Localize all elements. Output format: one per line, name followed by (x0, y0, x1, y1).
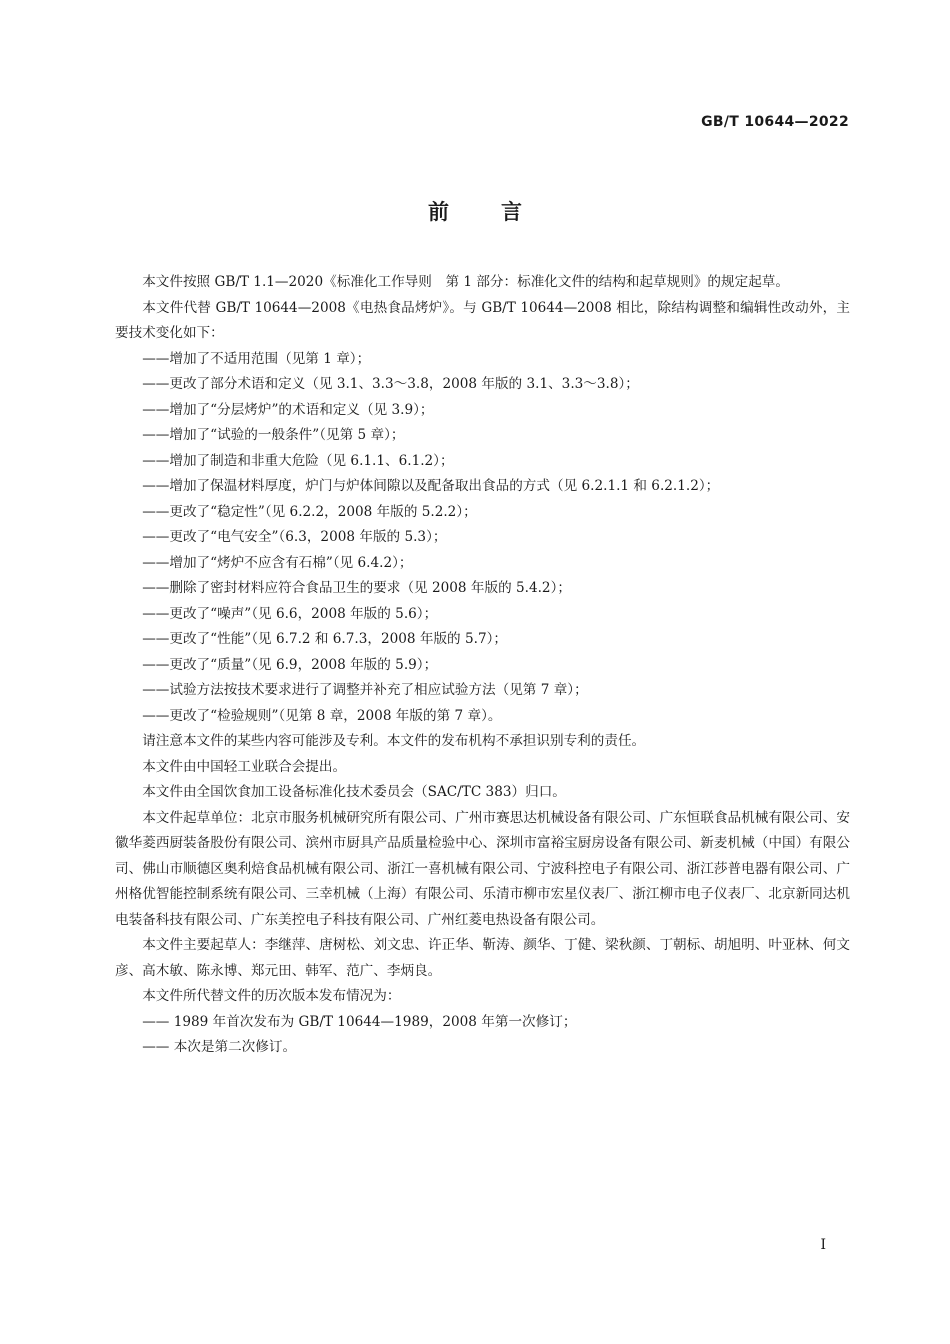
technical-changes-list (115, 347, 850, 730)
version-history-list (115, 1010, 850, 1061)
list-item: —— 1989 年首次发布为 GB/T 10644—1989，2008 年第一次修订； (142, 1013, 577, 1030)
list-item: ——更改了“稳定性”（见 6.2.2，2008 年版的 5.2.2）； (142, 503, 477, 520)
page-number: Ⅰ (820, 1237, 826, 1253)
drafters-paragraph: 本文件主要起草人：李继萍、唐树松、刘文忠、许正华、靳涛、颜华、丁健、梁秋颜、丁朝标、胡旭明、叶亚林、何文彦、高木敏、陈永博、郑元田、韩军、范广、李炳良。 (115, 937, 850, 979)
list-item: ——删除了密封材料应符合食品卫生的要求（见 2008 年版的 5.4.2）； (142, 580, 571, 596)
list-item: ——更改了部分术语和定义（见 3.1、3.3～3.8，2008 年版的 3.1、3.3～3.8）； (142, 376, 639, 392)
list-item: —— 本次是第二次修订。 (142, 1039, 297, 1055)
list-item: ——更改了“检验规则”（见第 8 章，2008 年版的第 7 章）。 (142, 707, 502, 724)
standard-code: GB/T 10644—2022 (701, 114, 849, 130)
foreword-body (115, 270, 850, 1061)
list-item: ——更改了“性能”（见 6.7.2 和 6.7.3，2008 年版的 5.7）； (142, 631, 507, 647)
list-item: ——增加了制造和非重大危险（见 6.1.1、6.1.2）； (142, 452, 454, 469)
list-item: ——增加了“试验的一般条件”（见第 5 章）； (142, 427, 405, 443)
history-intro-paragraph: 本文件所代替文件的历次版本发布情况为： (142, 988, 401, 1004)
drafting-units-paragraph: 本文件起草单位：北京市服务机械研究所有限公司、广州市赛思达机械设备有限公司、广东恒联食品机械有限公司、安徽华菱西厨装备股份有限公司、滨州市厨具产品质量检验中心、深圳市富裕宝厨房设备有限公司、新麦机械（中国）有限公司、佛山市顺德区奥利焙食品机械有限公司、浙江一喜机械有限公司、宁波科控电子有限公司、浙江莎普电器有限公司、广州格优智能控制系统有限公司、三幸机械（上海）有限公司、乐清市柳市宏星仪表厂、浙江柳市电子仪表厂、北京新同达机电装备科技有限公司、广东美控电子科技有限公司、广州红菱电热设备有限公司。 (115, 809, 850, 928)
list-item: ——更改了“电气安全”（6.3，2008 年版的 5.3）； (142, 529, 447, 545)
replacement-paragraph: 本文件代替 GB/T 10644—2008《电热食品烤炉》。与 GB/T 10644—2008 相比，除结构调整和编辑性改动外，主要技术变化如下： (115, 299, 850, 341)
list-item: ——更改了“噪声”（见 6.6，2008 年版的 5.6）； (142, 605, 438, 622)
list-item: ——更改了“质量”（见 6.9，2008 年版的 5.9）； (142, 656, 438, 673)
patent-notice-paragraph: 请注意本文件的某些内容可能涉及专利。本文件的发布机构不承担识别专利的责任。 (142, 733, 646, 749)
list-item: ——增加了“烤炉不应含有石棉”（见 6.4.2）； (142, 554, 413, 571)
drafting-rule-paragraph: 本文件按照 GB/T 1.1—2020《标准化工作导则 第 1 部分：标准化文件的结构和起草规则》的规定起草。 (142, 274, 789, 290)
list-item: ——增加了“分层烤炉”的术语和定义（见 3.9）； (142, 401, 434, 418)
page-title: 前言 (428, 200, 574, 224)
list-item: ——增加了不适用范围（见第 1 章）； (142, 350, 371, 367)
list-item: ——增加了保温材料厚度，炉门与炉体间隙以及配备取出食品的方式（见 6.2.1.1 和 6.2.1.2）； (142, 478, 720, 494)
list-item: ——试验方法按技术要求进行了调整并补充了相应试验方法（见第 7 章）； (142, 682, 588, 698)
proposer-paragraph: 本文件由中国轻工业联合会提出。 (142, 758, 347, 775)
committee-paragraph: 本文件由全国饮食加工设备标准化技术委员会（SAC/TC 383）归口。 (142, 784, 566, 800)
